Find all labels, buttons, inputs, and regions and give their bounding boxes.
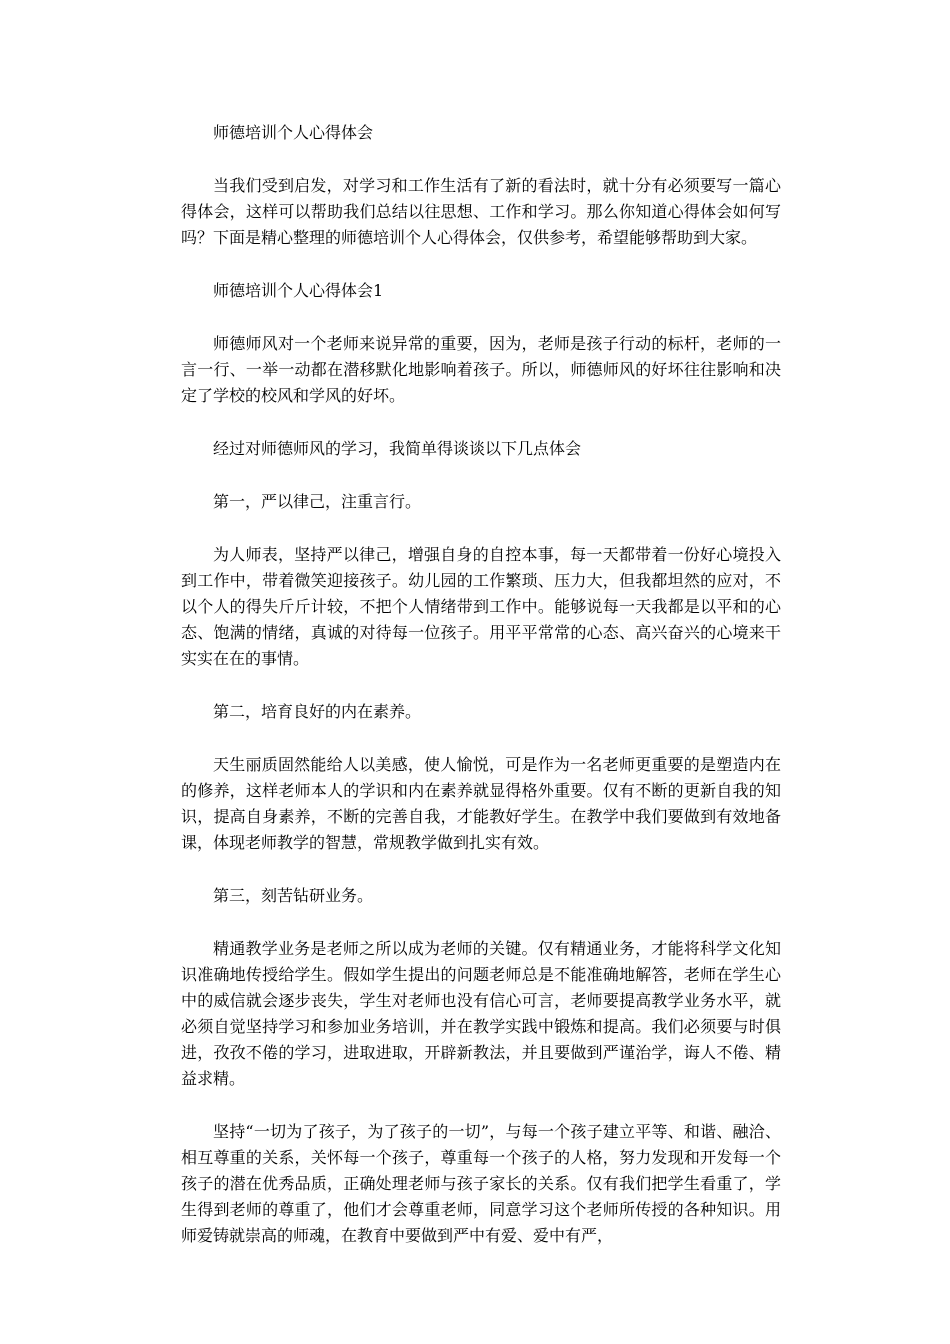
paragraph-3: 为人师表，坚持严以律己，增强自身的自控本事，每一天都带着一份好心境投入到工作中，带着微笑迎接孩子。幼儿园的工作繁琐、压力大，但我都坦然的应对，不以个人的得失斤斤计较，不把个人情绪带到工作中。能够说每一天我都是以平和的心态、饱满的情绪，真诚的对待每一位孩子。用平平常常的心态、高兴奋兴的心境来干实实在在的事情。 bbox=[181, 545, 781, 668]
document-title: 师德培训个人心得体会 bbox=[213, 123, 374, 142]
intro-paragraph: 当我们受到启发，对学习和工作生活有了新的看法时，就十分有必须要写一篇心得体会，这样可以帮助我们总结以往思想、工作和学习。那么你知道心得体会如何写吗？下面是精心整理的师德培训个人心得体会，仅供参考，希望能够帮助到大家。 bbox=[181, 176, 781, 247]
section-title: 师德培训个人心得体会1 bbox=[213, 281, 384, 300]
paragraph-2: 经过对师德师风的学习，我简单得谈谈以下几点体会 bbox=[213, 439, 582, 458]
point-1-heading: 第一，严以律己，注重言行。 bbox=[213, 492, 422, 511]
paragraph-5: 精通教学业务是老师之所以成为老师的关键。仅有精通业务，才能将科学文化知识准确地传授给学生。假如学生提出的问题老师总是不能准确地解答，老师在学生心中的威信就会逐步丧失，学生对老师也没有信心可言，老师要提高教学业务水平，就必须自觉坚持学习和参加业务培训，并在教学实践中锻炼和提高。我们必须要与时俱进，孜孜不倦的学习，进取进取，开辟新教法，并且要做到严谨治学，诲人不倦、精益求精。 bbox=[181, 939, 781, 1088]
document-page bbox=[181, 120, 781, 1276]
point-2-heading: 第二，培育良好的内在素养。 bbox=[213, 702, 422, 721]
paragraph-6: 坚持“一切为了孩子，为了孩子的一切”，与每一个孩子建立平等、和谐、融洽、相互尊重的关系，关怀每一个孩子，尊重每一个孩子的人格，努力发现和开发每一个孩子的潜在优秀品质，正确处理老师与孩子家长的关系。仅有我们把学生看重了，学生得到老师的尊重了，他们才会尊重老师，同意学习这个老师所传授的各种知识。用师爱铸就崇高的师魂，在教育中要做到严中有爱、爱中有严， bbox=[181, 1122, 781, 1245]
paragraph-4: 天生丽质固然能给人以美感，使人愉悦，可是作为一名老师更重要的是塑造内在的修养，这样老师本人的学识和内在素养就显得格外重要。仅有不断的更新自我的知识，提高自身素养，不断的完善自我，才能教好学生。在教学中我们要做到有效地备课，体现老师教学的智慧，常规教学做到扎实有效。 bbox=[181, 755, 781, 852]
paragraph-1: 师德师风对一个老师来说异常的重要，因为，老师是孩子行动的标杆，老师的一言一行、一举一动都在潜移默化地影响着孩子。所以，师德师风的好坏往往影响和决定了学校的校风和学风的好坏。 bbox=[181, 334, 781, 405]
point-3-heading: 第三，刻苦钻研业务。 bbox=[213, 886, 374, 905]
